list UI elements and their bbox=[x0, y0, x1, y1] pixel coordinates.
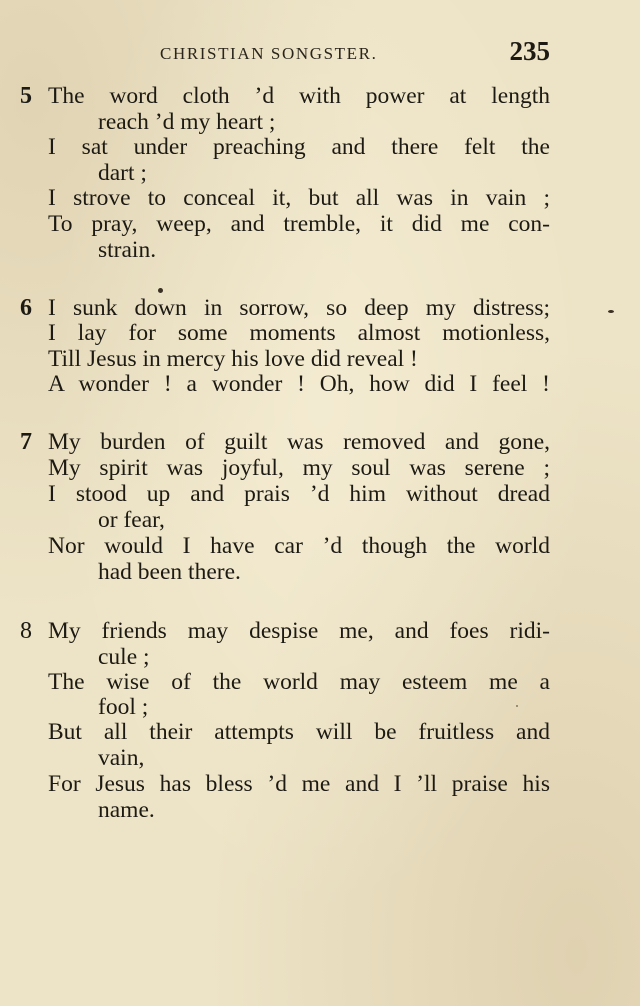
verse-line: I lay for some moments almost motionless, bbox=[48, 320, 550, 346]
stanza-number: 5 bbox=[20, 83, 32, 109]
stanza-number: 7 bbox=[20, 429, 32, 455]
verse-line: I sat under preaching and there felt the bbox=[48, 134, 550, 160]
verse-line: My friends may despise me, and foes ridi- bbox=[48, 618, 550, 644]
verse-line: fool ; bbox=[98, 694, 149, 720]
verse-line: cule ; bbox=[98, 644, 150, 670]
ink-speck bbox=[516, 705, 518, 707]
stanza-number: 8 bbox=[20, 618, 32, 644]
running-head bbox=[0, 36, 640, 72]
running-head-title: CHRISTIAN SONGSTER. bbox=[160, 44, 378, 63]
verse-line: had been there. bbox=[98, 559, 241, 585]
verse-line: name. bbox=[98, 797, 155, 823]
verse-line: My spirit was joyful, my soul was serene ; bbox=[48, 455, 550, 481]
verse-line: Nor would I have car ’d though the world bbox=[48, 533, 550, 559]
verse-line: or fear, bbox=[98, 507, 165, 533]
page-number: 235 bbox=[509, 36, 550, 66]
verse-line: For Jesus has bless ’d me and I ’ll praise his bbox=[48, 771, 550, 797]
verse-line: Till Jesus in mercy his love did reveal ! bbox=[48, 346, 418, 372]
verse-line: The wise of the world may esteem me a bbox=[48, 669, 550, 695]
verse-line: I stood up and prais ’d him without dread bbox=[48, 481, 550, 507]
verse-line: My burden of guilt was removed and gone, bbox=[48, 429, 550, 455]
stanza-number: 6 bbox=[20, 295, 32, 321]
verse-line: But all their attempts will be fruitless and bbox=[48, 719, 550, 745]
verse-line: vain, bbox=[98, 745, 145, 771]
verse-line: strain. bbox=[98, 237, 157, 263]
verse-line: dart ; bbox=[98, 160, 147, 186]
verse-line: A wonder ! a wonder ! Oh, how did I feel ! bbox=[48, 371, 550, 397]
verse-line: To pray, weep, and tremble, it did me con- bbox=[48, 211, 550, 237]
verse-line: I strove to conceal it, but all was in vain ; bbox=[48, 185, 550, 211]
ink-speck bbox=[158, 288, 163, 293]
verse-line: reach ’d my heart ; bbox=[98, 109, 276, 135]
verse-line: The word cloth ’d with power at length bbox=[48, 83, 550, 109]
ink-speck bbox=[608, 310, 614, 313]
verse-line: I sunk down in sorrow, so deep my distress; bbox=[48, 295, 550, 321]
